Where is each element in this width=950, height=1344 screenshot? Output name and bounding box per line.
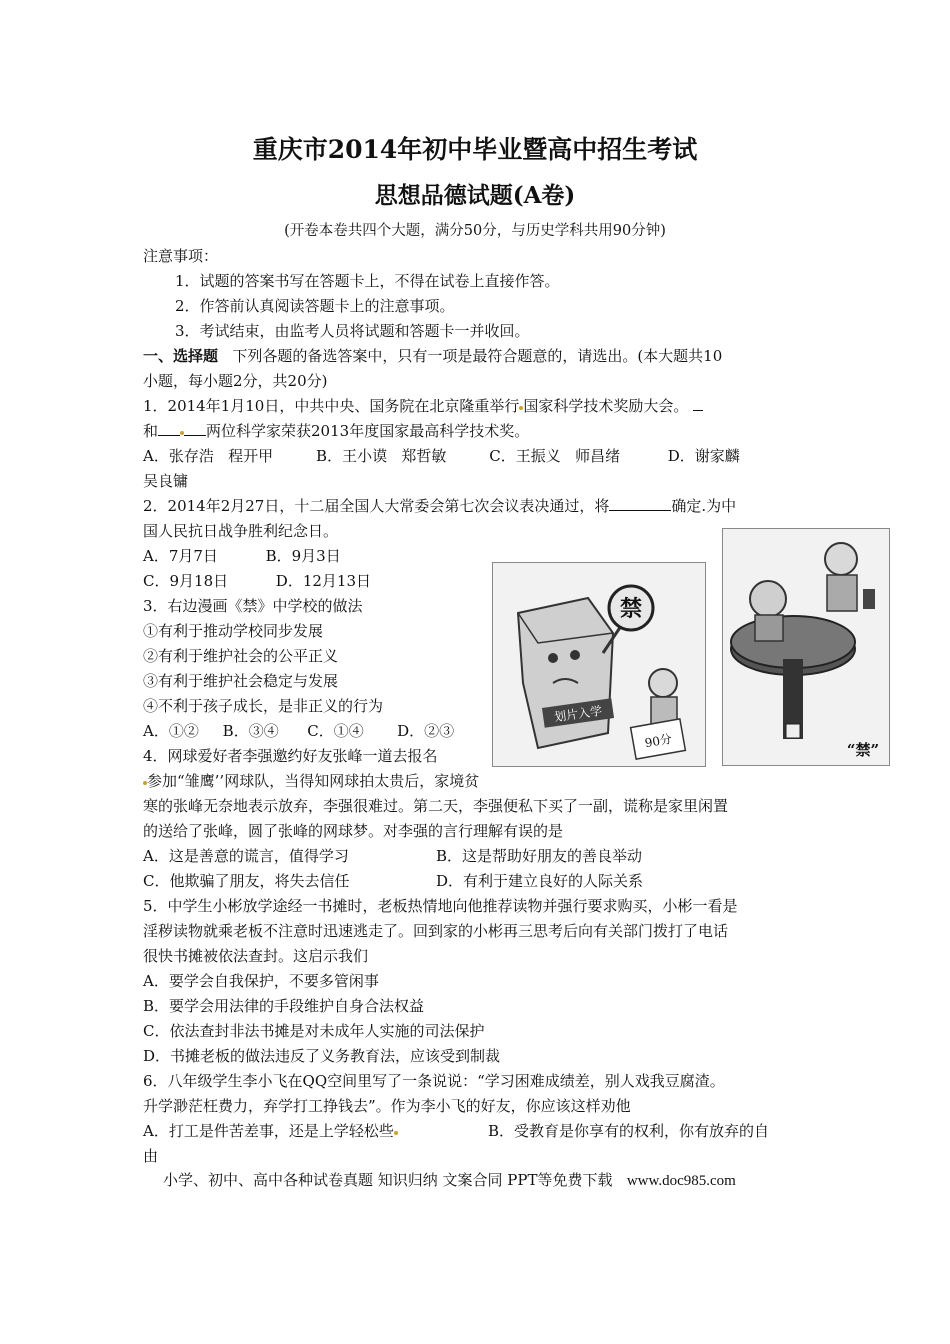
answer-blank (184, 421, 206, 436)
q1-text: 1．2014年1月10日，中共中央、国务院在北京隆重举行 (143, 397, 520, 415)
q4-option-c: C．他欺骗了朋友，将失去信任 (143, 872, 350, 890)
q3-statement: ③有利于维护社会稳定与发展 (143, 672, 339, 690)
cartoon-forbid-right (722, 528, 890, 766)
q6-option-a-line (143, 1120, 398, 1141)
q1-text: 国家科学技术奖励大会。 (523, 397, 689, 415)
q5-option-d: D．书摊老板的做法违反了义务教育法，应该受到制裁 (143, 1047, 501, 1065)
q3-options: A．①② B．③④ C．①④ D．②③ (143, 722, 455, 740)
q4-line4: 的送给了张峰，圆了张峰的网球梦。对李强的言行理解有误的是 (143, 822, 564, 840)
q4-option-a: A．这是善意的谎言，值得学习 (143, 847, 349, 865)
q2-line1 (143, 495, 736, 516)
q4-option-d: D．有利于建立良好的人际关系 (436, 872, 644, 890)
notice-item: 1．试题的答案书写在答题卡上，不得在试卷上直接作答。 (175, 272, 560, 290)
q4-option-b: B．这是帮助好朋友的善良举动 (436, 847, 643, 865)
q4-line2 (143, 770, 479, 791)
q4-text: 参加“雏鹰’’网球队，当得知网球拍太贵后，家境贫 (147, 772, 480, 790)
q2-options1: A．7月7日 B．9月3日 (143, 547, 341, 565)
q5-line2: 淫秽读物就乘老板不注意时迅速逃走了。回到家的小彬再三思考后向有关部门拨打了电话 (143, 922, 729, 940)
q5-line1: 5．中学生小彬放学途经一书摊时，老板热情地向他推荐读物并强行要求购买，小彬一看是 (143, 897, 738, 915)
q6-line1: 6．八年级学生李小飞在QQ空间里写了一条说说：“学习困难成绩差，别人戏我豆腐渣。 (143, 1072, 725, 1090)
q1-line1 (143, 395, 703, 416)
footer-url[interactable]: www.doc985.com (626, 1173, 736, 1189)
q2-options2: C．9月18日 D．12月13日 (143, 572, 371, 590)
notice-item: 3．考试结束，由监考人员将试题和答题卡一并收回。 (175, 322, 530, 340)
section1-desc: 下列各题的备选答案中，只有一项是最符合题意的，请选出。(本大题共10 (232, 347, 723, 365)
answer-blank (693, 396, 703, 411)
q5-line3: 很快书摊被依法查封。这启示我们 (143, 947, 369, 965)
cartoon-sign-text: 禁 (619, 596, 643, 622)
q4-line1: 4．网球爱好者李强邀约好友张峰一道去报名 (143, 747, 438, 765)
q3-statement: ①有利于推动学校同步发展 (143, 622, 324, 640)
q5-option-c: C．依法查封非法书摊是对未成年人实施的司法保护 (143, 1022, 485, 1040)
q3-statement: ②有利于维护社会的公平正义 (143, 647, 339, 665)
notice-label: 注意事项： (143, 247, 219, 265)
q2-text: 确定.为中 (671, 497, 737, 515)
q2-line2: 国人民抗日战争胜利纪念日。 (143, 522, 339, 540)
mark-dot-icon (394, 1131, 398, 1135)
answer-blank (158, 421, 180, 436)
section1-line (143, 345, 722, 366)
exam-title: 重庆市2014年初中毕业暨高中招生考试 (252, 135, 698, 164)
q1-text: 两位科学家荣获2013年度国家最高科学技术奖。 (206, 422, 530, 440)
q1-options2: 吴良镛 (143, 472, 189, 490)
q1-options: A．张存浩 程开甲 B．王小谟 郑哲敏 C．王振义 师昌绪 D．谢家麟 (143, 447, 740, 465)
q6-line2: 升学渺茫枉费力，弃学打工挣钱去”。作为李小飞的好友，你应该这样劝他 (143, 1097, 631, 1115)
notice-item: 2．作答前认真阅读答题卡上的注意事项。 (175, 297, 455, 315)
exam-note: (开卷本卷共四个大题，满分50分，与历史学科共用90分钟) (284, 223, 666, 239)
page-footer (163, 1169, 736, 1190)
answer-blank (609, 496, 671, 511)
section1-heading: 一、选择题 (143, 347, 219, 365)
cartoon-score-text: 90分 (643, 731, 673, 751)
q6-option-b2: 由 (143, 1147, 159, 1165)
footer-text: 小学、初中、高中各种试卷真题 知识归纳 文案合同 PPT等免费下载 (163, 1171, 613, 1189)
section1-desc2: 小题，每小题2分，共20分) (143, 372, 328, 390)
q1-text: 和 (143, 422, 159, 440)
q2-text: 2．2014年2月27日，十二届全国人大常委会第七次会议表决通过，将 (143, 497, 610, 515)
cartoon-forbid-left (492, 562, 706, 767)
q3-stem: 3．右边漫画《禁》中学校的做法 (143, 597, 363, 615)
exam-subtitle: 思想品德试题(A卷) (374, 182, 576, 209)
q6-option-a: A．打工是件苦差事，还是上学轻松些 (143, 1122, 394, 1140)
q1-line2 (143, 420, 529, 441)
cartoon-caption: “禁” (846, 741, 880, 759)
q6-option-b: B．受教育是你享有的权利，你有放弃的自 (488, 1122, 770, 1140)
cartoon-label-text: 划片入学 (553, 703, 603, 725)
q3-statement: ④不利于孩子成长，是非正义的行为 (143, 697, 384, 715)
q5-option-a: A．要学会自我保护，不要多管闲事 (143, 972, 379, 990)
q4-line3: 寒的张峰无奈地表示放弃，李强很难过。第二天，李强便私下买了一副，谎称是家里闲置 (143, 797, 729, 815)
q5-option-b: B．要学会用法律的手段维护自身合法权益 (143, 997, 425, 1015)
